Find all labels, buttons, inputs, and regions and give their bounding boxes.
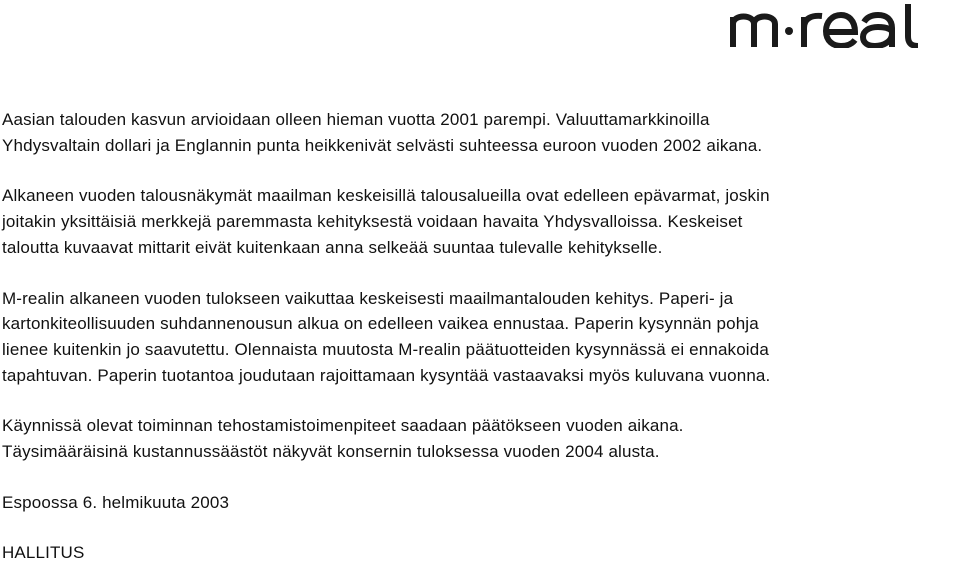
text-line: Alkaneen vuoden talousnäkymät maailman keskeisillä talousalueilla ovat edelleen epävarmat, joskin: [2, 186, 770, 206]
text-line: lienee kuitenkin jo saavutettu. Olennaista muutosta M-realin päätuotteiden kysynnässä ei ennakoida: [2, 339, 769, 359]
text-line: Käynnissä olevat toiminnan tehostamistoimenpiteet saadaan päätökseen vuoden aikana.: [2, 416, 684, 436]
paragraph-economy-asia: [2, 107, 954, 158]
text-line: Aasian talouden kasvun arvioidaan olleen hieman vuotta 2001 parempi. Valuuttamarkkinoilla: [2, 110, 710, 129]
m-real-logo: [728, 4, 958, 48]
text-line: Yhdysvaltain dollari ja Englannin punta heikkenivät selvästi suhteessa euroon vuoden 2002 aikana.: [2, 135, 763, 155]
text-line: taloutta kuvaavat mittarit eivät kuitenkaan anna selkeää suuntaa tulevalle kehitykselle.: [2, 237, 663, 257]
paragraph-m-real-result: [2, 286, 954, 389]
paragraph-outlook: [2, 183, 954, 260]
signature-board: [2, 540, 954, 566]
text-line: tapahtuvan. Paperin tuotantoa joudutaan rajoittamaan kysyntää vastaavaksi myös kuluvana vuonna.: [2, 365, 771, 385]
text-line: Espoossa 6. helmikuuta 2003: [2, 492, 230, 512]
document-body: [2, 107, 954, 566]
text-line: Täysimääräisinä kustannussäästöt näkyvät konsernin tuloksessa vuoden 2004 alusta.: [2, 442, 660, 462]
text-line: M-realin alkaneen vuoden tulokseen vaikuttaa keskeisesti maailmantalouden kehitys. Paperi- ja: [2, 288, 734, 308]
text-line: joitakin yksittäisiä merkkejä paremmasta kehityksestä voidaan havaita Yhdysvalloissa. Keskeiset: [2, 212, 743, 232]
place-date: [2, 490, 954, 516]
text-line: HALLITUS: [2, 543, 85, 563]
text-line: kartonkiteollisuuden suhdannenousun alkua on edelleen vaikea ennustaa. Paperin kysynnän pohja: [2, 314, 759, 334]
paragraph-efficiency: [2, 413, 954, 464]
